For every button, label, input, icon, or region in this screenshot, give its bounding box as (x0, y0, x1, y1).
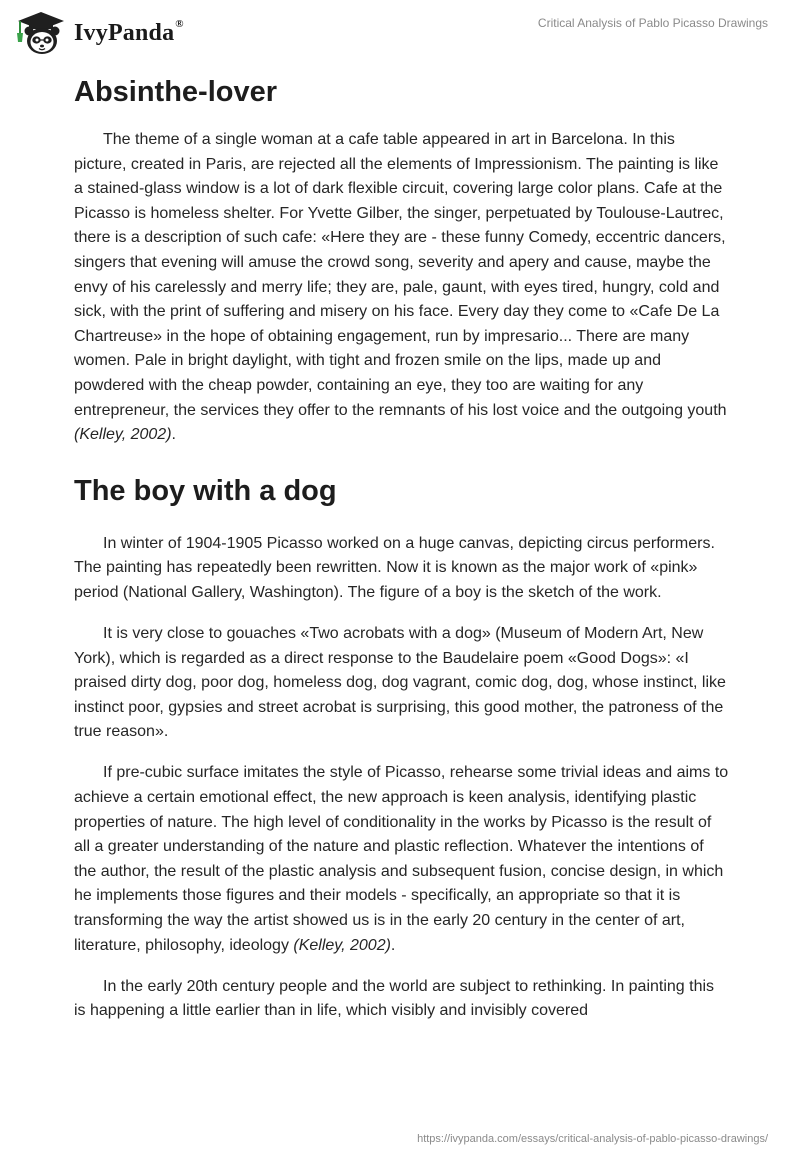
section-heading-absinthe-lover: Absinthe-lover (74, 76, 278, 108)
paragraph: It is very close to gouaches «Two acrobats with a dog» (Museum of Modern Art, New York), which is regarded as a direct response to the Baudelaire poem «Good Dogs»: «I praised dirty dog, poor dog, homeless dog, dog vagrant, comic dog, dog, whose instinct, like instinct poor, gypsies and street acrobat is surprising, this good mother, the patroness of the true reason». (74, 625, 726, 741)
document-title: Critical Analysis of Pablo Picasso Drawings (537, 16, 768, 30)
paragraph: The theme of a single woman at a cafe table appeared in art in Barcelona. In this picture, created in Paris, are rejected all the elements of Impressionism. The painting is like a stained-glass window is a lot of dark flexible circuit, covering large color plans. Cafe at the Picasso is homeless shelter. For Yvette Gilber, the singer, perpetuated by Toulouse-Lautrec, there is a description of such cafe: «Here they are - these funny Comedy, eccentric dancers, singers that evening will amuse the crowd song, severity and apery and cause, maybe the envy of his carelessly and merry life; they are, pale, gaunt, with eyes tired, hungry, cold and sick, with the print of suffering and misery on his face. Every day they come to «Cafe De La Chartreuse» in the hope of obtaining engagement, run by impresario... There are many women. Pale in bright daylight, with tight and frozen smile on the lips, made up and powdered with the cheap powder, containing an eye, they too are waiting for any entrepreneur, the services they offer to the remnants of his lost voice and the outgoing youth (Kelley, 2002). (74, 131, 727, 444)
essay-content (74, 70, 730, 1040)
citation: (Kelley, 2002) (293, 936, 391, 954)
paragraph: In the early 20th century people and the world are subject to rethinking. In painting this is happening a little earlier than in life, which visibly and invisibly covered (74, 977, 715, 1020)
ivypanda-logo[interactable] (14, 10, 184, 56)
source-url-link[interactable]: https://ivypanda.com/essays/critical-analysis-of-pablo-picasso-drawings/ (417, 1133, 768, 1145)
brand-name: IvyPanda® (74, 17, 184, 46)
section-heading-boy-with-dog: The boy with a dog (74, 474, 337, 507)
paragraph: In winter of 1904-1905 Picasso worked on a huge canvas, depicting circus performers. The painting has repeatedly been rewritten. Now it is known as the major work of «pink» period (National Gallery, Washington). The figure of a boy is the sketch of the work. (74, 534, 715, 601)
paragraph: If pre-cubic surface imitates the style of Picasso, rehearse some trivial ideas and aims to achieve a certain emotional effect, the new approach is keen analysis, identifying plastic properties of nature. The high level of conditionality in the works by Picasso is the result of all a greater understanding of the nature and plastic reflection. Whatever the intentions of the author, the result of the plastic analysis and subsequent fusion, concise design, in which he implements those figures and their models - specifically, an appropriate so that it is transforming the way the artist showed us is in the early 20 century in the center of art, literature, philosophy, ideology (Kelley, 2002). (74, 764, 729, 954)
page-header (0, 0, 800, 72)
citation: (Kelley, 2002) (74, 426, 172, 444)
panda-graduate-icon (14, 10, 68, 56)
